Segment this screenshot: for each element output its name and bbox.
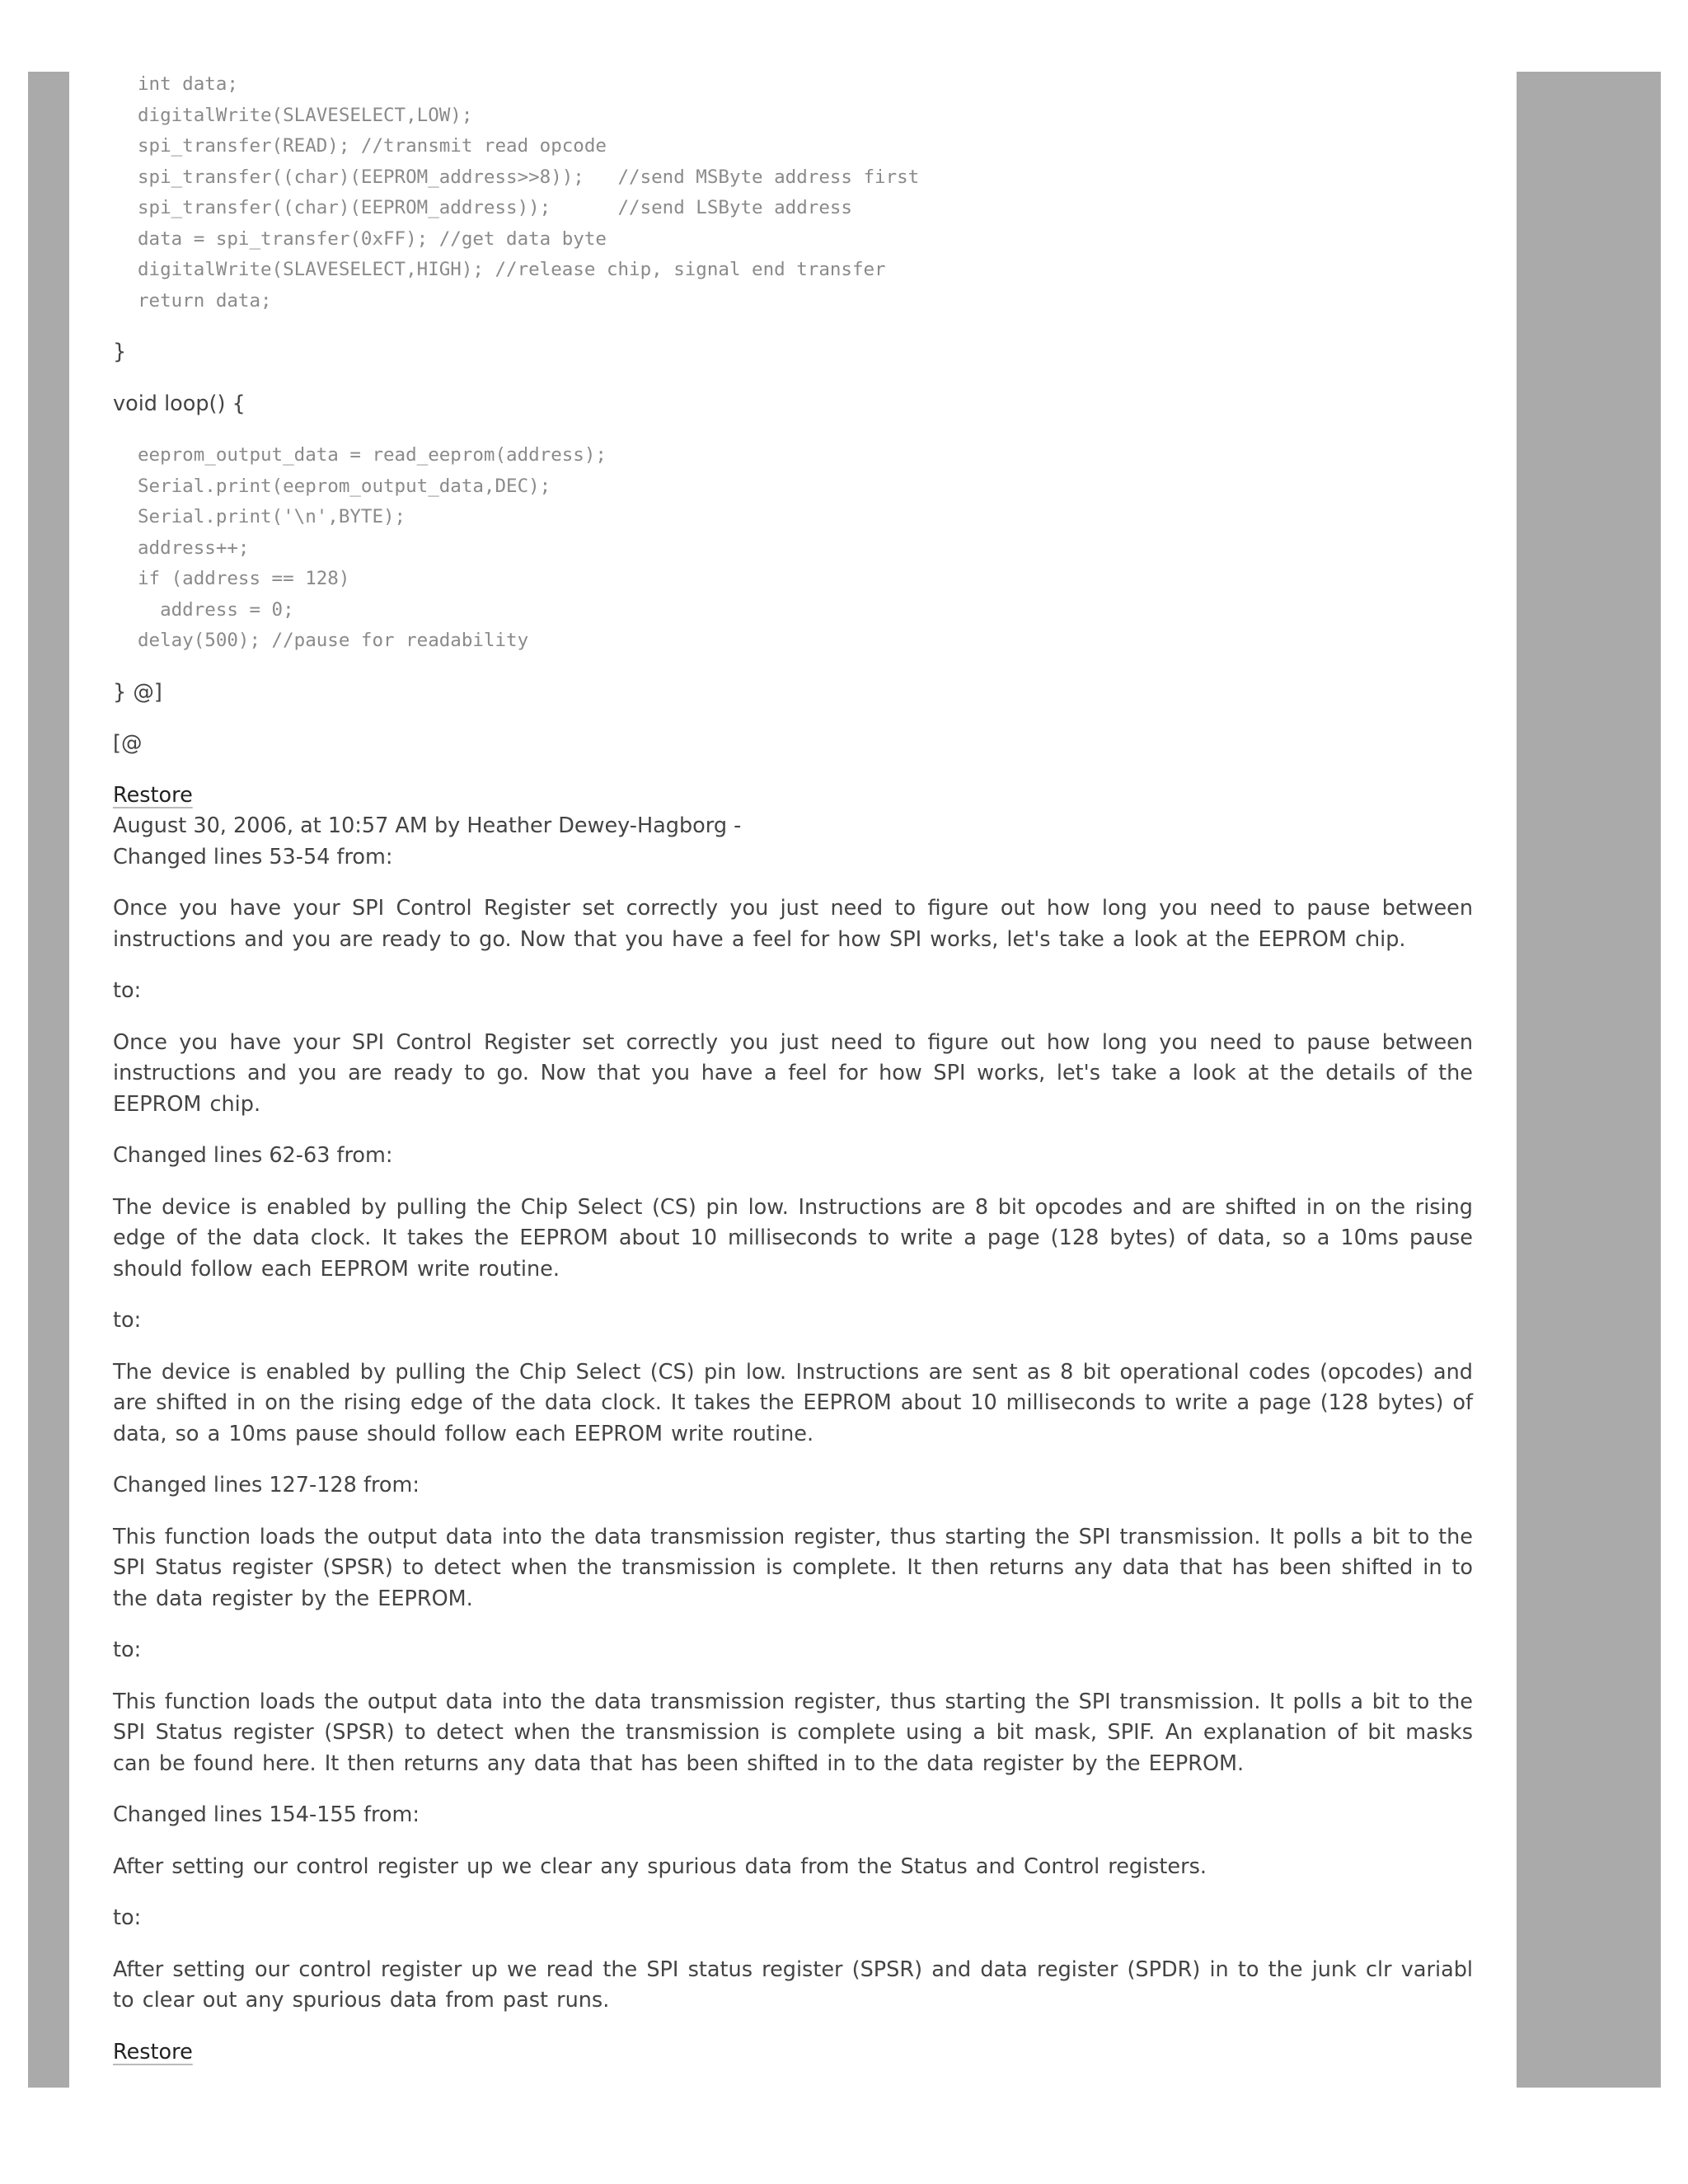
- code-line: delay(500); //pause for readability: [138, 630, 529, 651]
- change-header: Changed lines 62-63 from:: [113, 1143, 393, 1168]
- revision-meta: August 30, 2006, at 10:57 AM by Heather Dewey-Hagborg -: [113, 813, 742, 838]
- change-to-label: to:: [113, 1905, 142, 1930]
- code-line: address = 0;: [138, 598, 294, 621]
- change-to-label: to:: [113, 1308, 142, 1333]
- change-to-text: This function loads the output data into the data transmission register, thus starting the SPI transmission. It polls a bit to the SPI Status register (SPSR) to detect when the transmission is complete using a bit mask, SPIF. An explanation of bit masks can be found here. It then returns any data that has been shifted in to the data register by the EEPROM.: [113, 1689, 1473, 1776]
- code-line: if (address == 128): [138, 568, 350, 589]
- change-from-text: This function loads the output data into the data transmission register, thus starting the SPI transmission. It polls a bit to the SPI Status register (SPSR) to detect when the transmission is complete. It then returns any data that has been shifted in to the data register by the EEPROM.: [113, 1524, 1473, 1611]
- change-to-label: to:: [113, 1638, 142, 1662]
- code-line: data = spi_transfer(0xFF); //get data byte: [138, 227, 607, 250]
- change-to-text: After setting our control register up we read the SPI status register (SPSR) and data register (SPDR) in to the junk clr variabl to clear out any spurious data from past runs.: [113, 1957, 1473, 2013]
- left-page-margin-bar: [28, 72, 69, 2088]
- code-line: spi_transfer((char)(EEPROM_address>>8)); //send MSByte address first: [138, 166, 920, 188]
- revision-entry: [113, 780, 1473, 2069]
- change-from-text: Once you have your SPI Control Register set correctly you just need to figure out how long you need to pause between instructions and you are ready to go. Now that you have a feel for how SPI works, let's take a look at the EEPROM chip.: [113, 896, 1473, 952]
- change-from-text: The device is enabled by pulling the Chip Select (CS) pin low. Instructions are 8 bit opcodes and are shifted in on the rising edge of the data clock. It takes the EEPROM about 10 milliseconds to write a page (128 bytes) of data, so a 10ms pause should follow each EEPROM write routine.: [113, 1194, 1473, 1282]
- code-line: spi_transfer((char)(EEPROM_address)); //send LSByte address: [138, 197, 852, 218]
- code-line: digitalWrite(SLAVESELECT,HIGH); //release chip, signal end transfer: [138, 259, 886, 280]
- closing-brace: }: [113, 340, 127, 364]
- code-line: Serial.print(eeprom_output_data,DEC);: [138, 475, 551, 497]
- code-block-read-eeprom: [113, 69, 1473, 316]
- code-block-loop: [113, 440, 1473, 657]
- restore-link[interactable]: Restore: [113, 782, 193, 808]
- code-line: Serial.print('\n',BYTE);: [138, 506, 406, 527]
- code-line: return data;: [138, 289, 272, 312]
- loop-declaration: void loop() {: [113, 391, 246, 416]
- code-line: int data;: [138, 73, 238, 95]
- change-to-text: The device is enabled by pulling the Chip Select (CS) pin low. Instructions are sent as 8 bit operational codes (opcodes) and are shifted in on the rising edge of the data clock. It takes the EEPROM about 10 milliseconds to write a page (128 bytes) of data, so a 10ms pause should follow each EEPROM write routine.: [113, 1359, 1473, 1446]
- code-line: eeprom_output_data = read_eeprom(address);: [138, 444, 607, 466]
- code-line: digitalWrite(SLAVESELECT,LOW);: [138, 104, 473, 126]
- change-header: Changed lines 127-128 from:: [113, 1473, 420, 1497]
- open-at: [@: [113, 731, 143, 756]
- restore-link-bottom[interactable]: Restore: [113, 2039, 193, 2064]
- change-header: Changed lines 154-155 from:: [113, 1802, 420, 1827]
- right-page-margin-bar: [1517, 72, 1661, 2088]
- code-line: spi_transfer(READ); //transmit read opcode: [138, 135, 607, 157]
- closing-brace-at: } @]: [113, 679, 162, 705]
- change-from-text: After setting our control register up we clear any spurious data from the Status and Control registers.: [113, 1854, 1207, 1879]
- change-to-label: to:: [113, 978, 142, 1003]
- change-header: Changed lines 53-54 from:: [113, 844, 393, 869]
- code-line: address++;: [138, 537, 250, 559]
- change-to-text: Once you have your SPI Control Register set correctly you just need to figure out how long you need to pause between instructions and you are ready to go. Now that you have a feel for how SPI works, let's take a look at the details of the EEPROM chip.: [113, 1029, 1473, 1117]
- revision-history-content: [113, 69, 1473, 2068]
